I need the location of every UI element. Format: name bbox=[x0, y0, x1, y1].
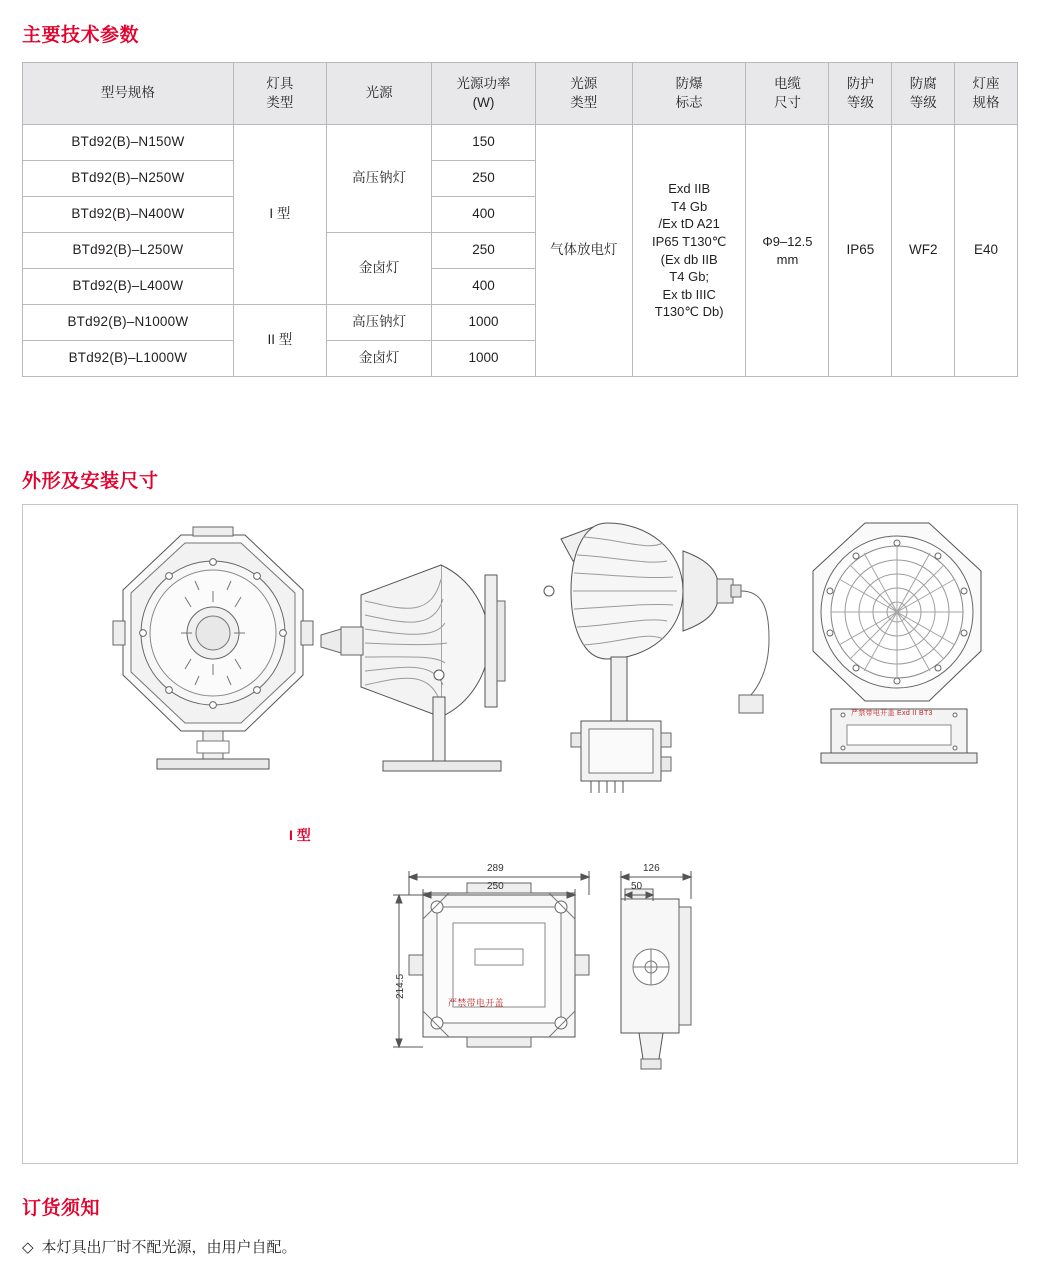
view-side-reflector bbox=[321, 565, 505, 771]
table-body bbox=[23, 125, 1018, 377]
th-ex-mark-l2: 标志 bbox=[675, 94, 703, 110]
th-fixture-type-l2: 类型 bbox=[266, 94, 294, 110]
cell-power: 150 bbox=[432, 125, 535, 161]
th-power bbox=[432, 63, 535, 125]
order-notice-text: 本灯具出厂时不配光源，由用户自配。 bbox=[41, 1239, 297, 1256]
page-title-specs: 主要技术参数 bbox=[22, 25, 140, 46]
product-views-drawing bbox=[23, 505, 1017, 815]
th-socket-l1: 灯座 bbox=[972, 76, 1000, 92]
cell-model: BTd92(B)–L1000W bbox=[23, 341, 234, 377]
cell-corrosion: WF2 bbox=[892, 125, 955, 377]
th-ex-mark bbox=[632, 63, 745, 125]
cell-source-halide-2: 金卤灯 bbox=[326, 341, 431, 377]
th-fixture-type-l1: 灯具 bbox=[266, 76, 294, 92]
dim-label-214-5: 214.5 bbox=[395, 973, 406, 999]
dim-label-250: 250 bbox=[487, 881, 504, 892]
th-cable-l2: 尺寸 bbox=[773, 94, 801, 110]
th-corrosion-l2: 等级 bbox=[909, 94, 937, 110]
cell-model: BTd92(B)–L400W bbox=[23, 269, 234, 305]
cable-line-2: mm bbox=[776, 251, 799, 267]
cell-model: BTd92(B)–N150W bbox=[23, 125, 234, 161]
plate-warning-label: 严禁带电开盖 bbox=[448, 998, 504, 1008]
cell-ip: IP65 bbox=[829, 125, 892, 377]
ex-mark-line-3: /Ex tD A21 bbox=[658, 216, 720, 232]
th-ip-l2: 等级 bbox=[846, 94, 874, 110]
th-source-type bbox=[535, 63, 632, 125]
cell-power: 400 bbox=[432, 197, 535, 233]
th-ip-l1: 防护 bbox=[846, 76, 874, 92]
th-cable-l1: 电缆 bbox=[773, 76, 801, 92]
cell-power: 250 bbox=[432, 161, 535, 197]
drawing-area bbox=[22, 504, 1018, 1164]
dim-label-126: 126 bbox=[643, 863, 660, 874]
table-header bbox=[23, 63, 1018, 125]
dimension-drawing bbox=[23, 855, 1017, 1155]
box-front-view bbox=[409, 883, 589, 1047]
th-cable bbox=[746, 63, 829, 125]
cell-model: BTd92(B)–L250W bbox=[23, 233, 234, 269]
cell-fixture-type-ii: II 型 bbox=[233, 305, 326, 377]
order-notice-line bbox=[22, 1236, 297, 1257]
th-power-l2: (W) bbox=[472, 94, 495, 110]
th-light-source: 光源 bbox=[326, 63, 431, 125]
cell-source-type: 气体放电灯 bbox=[535, 125, 632, 377]
view-assembly bbox=[544, 523, 769, 793]
th-ex-mark-l1: 防爆 bbox=[675, 76, 703, 92]
th-socket bbox=[955, 63, 1018, 125]
th-corrosion-l1: 防腐 bbox=[909, 76, 937, 92]
cell-ex-mark bbox=[632, 125, 745, 377]
bullet-icon: ◇ bbox=[22, 1239, 34, 1256]
ex-mark-line-2: T4 Gb bbox=[671, 198, 708, 214]
cell-socket: E40 bbox=[955, 125, 1018, 377]
cell-source-sodium-2: 高压钠灯 bbox=[326, 305, 431, 341]
page-title-dimensions: 外形及安装尺寸 bbox=[22, 471, 159, 492]
th-socket-l2: 规格 bbox=[972, 94, 1000, 110]
side-warning-label: 严禁带电开盖 Exd II BT3 bbox=[851, 710, 933, 717]
type-label-i: I 型 bbox=[289, 827, 311, 843]
cell-model: BTd92(B)–N1000W bbox=[23, 305, 234, 341]
view-grid-front bbox=[813, 523, 981, 763]
cell-power: 400 bbox=[432, 269, 535, 305]
cell-power: 1000 bbox=[432, 341, 535, 377]
view-front bbox=[113, 527, 313, 769]
cell-source-sodium-1: 高压钠灯 bbox=[326, 125, 431, 233]
cable-line-1: Φ9–12.5 bbox=[762, 233, 813, 249]
cell-cable bbox=[746, 125, 829, 377]
ex-mark-line-1: Exd IIB bbox=[668, 181, 711, 197]
page-title-order: 订货须知 bbox=[22, 1198, 101, 1219]
ex-mark-line-5: (Ex db IIB bbox=[660, 251, 718, 267]
th-corrosion bbox=[892, 63, 955, 125]
box-side-view bbox=[621, 889, 691, 1069]
th-power-l1: 光源功率 bbox=[456, 76, 511, 92]
ex-mark-line-4: IP65 T130℃ bbox=[651, 233, 727, 249]
cell-power: 250 bbox=[432, 233, 535, 269]
th-model: 型号规格 bbox=[23, 63, 234, 125]
spec-table bbox=[22, 62, 1018, 377]
table-header-row bbox=[23, 63, 1018, 125]
dim-label-289: 289 bbox=[487, 863, 504, 874]
th-fixture-type bbox=[233, 63, 326, 125]
th-ip bbox=[829, 63, 892, 125]
ex-mark-line-8: T130℃ Db) bbox=[654, 304, 724, 320]
ex-mark-line-7: Ex tb IIIC bbox=[662, 286, 716, 302]
th-source-type-l2: 类型 bbox=[570, 94, 598, 110]
dim-label-50: 50 bbox=[631, 881, 643, 892]
cell-model: BTd92(B)–N400W bbox=[23, 197, 234, 233]
cell-model: BTd92(B)–N250W bbox=[23, 161, 234, 197]
cell-fixture-type-i: I 型 bbox=[233, 125, 326, 305]
spec-table-container bbox=[22, 62, 1018, 377]
th-source-type-l1: 光源 bbox=[570, 76, 598, 92]
cell-power: 1000 bbox=[432, 305, 535, 341]
ex-mark-line-6: T4 Gb; bbox=[669, 269, 710, 285]
table-row bbox=[23, 125, 1018, 161]
cell-source-halide-1: 金卤灯 bbox=[326, 233, 431, 305]
